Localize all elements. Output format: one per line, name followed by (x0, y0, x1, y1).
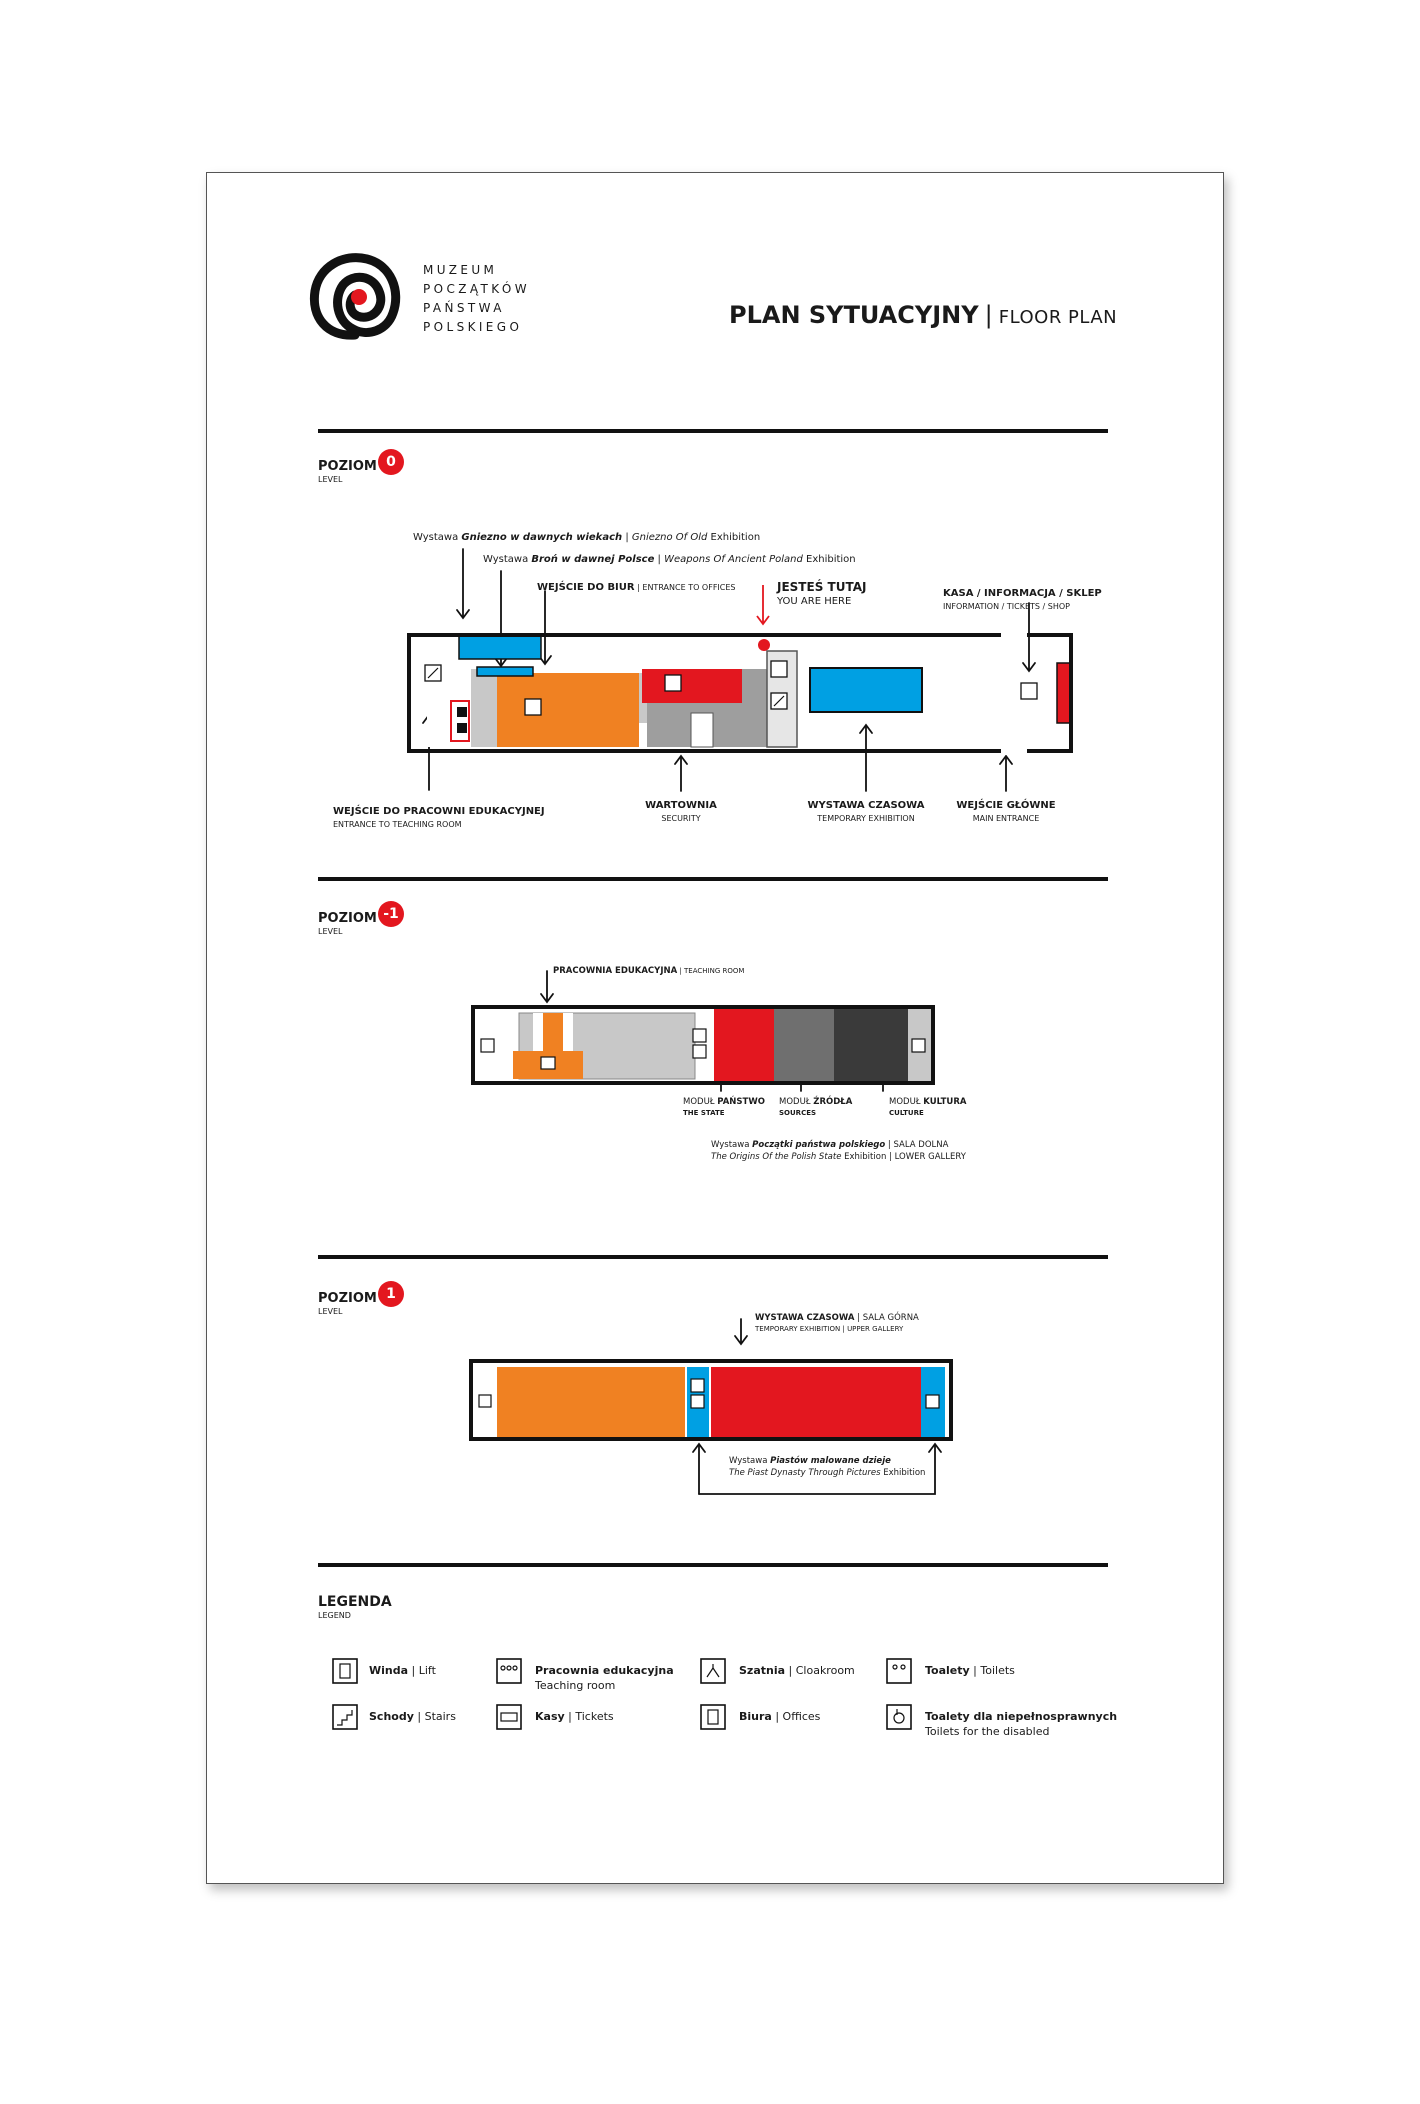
label-part: KASA / INFORMACJA / SKLEP (943, 588, 1102, 599)
legend-label: Biura (739, 1710, 772, 1723)
legend-title: LEGENDA (318, 1594, 392, 1610)
label-part: | (654, 554, 665, 565)
label-part: SOURCES (779, 1109, 817, 1117)
label-part: MODUŁ (683, 1097, 718, 1107)
label-part: MODUŁ (779, 1097, 814, 1107)
title-en: FLOOR PLAN (998, 307, 1118, 328)
level-sub: LEVEL (318, 1307, 343, 1316)
label-part: WYSTAWA CZASOWA (807, 800, 925, 811)
label-part: WARTOWNIA (645, 800, 717, 811)
level-number-badge: 0 (378, 449, 404, 475)
floor-plan-sheet (206, 172, 1224, 1884)
legend-item-cloakroom (739, 1663, 855, 1678)
label-part: Wystawa (483, 554, 532, 565)
label-part: KULTURA (923, 1097, 967, 1107)
level-label: POZIOM (318, 911, 377, 926)
level-sub: LEVEL (318, 475, 343, 484)
label-part: Piastów malowane dzieje (770, 1456, 891, 1466)
legend-item-teaching (535, 1663, 674, 1693)
offices-icon (701, 1705, 725, 1729)
disabled-toilets-icon (887, 1705, 911, 1729)
legend-label: Toalety (925, 1664, 970, 1677)
label-part: Broń w dawnej Polsce (531, 554, 655, 565)
label-part: Exhibition (880, 1468, 926, 1478)
label-part: ENTRANCE TO TEACHING ROOM (333, 820, 462, 829)
label-part: Gniezno w dawnych wiekach (461, 532, 623, 543)
stairs-icon (333, 1705, 357, 1729)
level-label: POZIOM (318, 1291, 377, 1306)
title-main: PLAN SYTUACYJNY (729, 301, 979, 329)
label-part: Exhibition (707, 532, 761, 543)
label-part: Gniezno Of Old (631, 532, 708, 543)
label-part: Exhibition | LOWER GALLERY (841, 1152, 966, 1162)
label-part: | SALA GÓRNA (854, 1313, 919, 1323)
logo-line: MUZEUM (423, 263, 498, 277)
legend-item-lift (369, 1663, 436, 1678)
legend-item-disabled-toilets (925, 1709, 1117, 1739)
legend-label: | Tickets (564, 1710, 614, 1723)
legend-item-tickets (535, 1709, 614, 1724)
label-part: YOU ARE HERE (777, 596, 852, 607)
label-part: The Origins Of the Polish State (711, 1152, 842, 1162)
legend-label: Teaching room (535, 1679, 616, 1692)
legend-label: | Cloakroom (785, 1664, 855, 1677)
cloakroom-icon (701, 1659, 725, 1683)
teaching-room-icon (497, 1659, 521, 1683)
legend-label: Schody (369, 1710, 414, 1723)
legend-item-offices (739, 1709, 820, 1724)
logo-line: POLSKIEGO (423, 320, 523, 334)
label-part: Wystawa (711, 1140, 753, 1150)
toilets-icon (887, 1659, 911, 1683)
label-part: | ENTRANCE TO OFFICES (634, 583, 736, 592)
legend-label: Kasy (535, 1710, 565, 1723)
label-part: MODUŁ (889, 1097, 924, 1107)
legend-label: Toilets for the disabled (925, 1725, 1050, 1738)
label-part: TEMPORARY EXHIBITION (817, 814, 915, 823)
level-sub: LEVEL (318, 927, 343, 936)
label-part: | (622, 532, 632, 543)
label-part: Weapons Of Ancient Poland (664, 554, 803, 565)
label-part: The Piast Dynasty Through Pictures (729, 1468, 881, 1478)
label-part: PRACOWNIA EDUKACYJNA (553, 966, 678, 976)
legend-label: Toalety dla niepełnosprawnych (925, 1710, 1118, 1723)
label-part: Wystawa (413, 532, 462, 543)
label-part: MAIN ENTRANCE (972, 814, 1040, 823)
label-part: | TEACHING ROOM (677, 967, 745, 975)
label-part: THE STATE (683, 1109, 725, 1117)
legend-label: | Offices (771, 1710, 821, 1723)
label-part: JESTEŚ TUTAJ (777, 580, 867, 594)
legend-label: | Toilets (969, 1664, 1015, 1677)
legend-label: Szatnia (739, 1664, 786, 1677)
label-part: Exhibition (802, 554, 856, 565)
label-part: PAŃSTWO (717, 1097, 765, 1107)
legend-item-toilets (925, 1663, 1015, 1678)
logo-line: POCZĄTKÓW (423, 282, 531, 296)
legend-icons (207, 173, 1223, 1773)
label-part: | SALA DOLNA (885, 1140, 949, 1150)
level-number-badge: 1 (378, 1281, 404, 1307)
label-part: SECURITY (661, 814, 701, 823)
level-number-badge: -1 (378, 901, 404, 927)
level-label: POZIOM (318, 459, 377, 474)
label-part: TEMPORARY EXHIBITION | UPPER GALLERY (755, 1325, 904, 1333)
label-part: WEJŚCIE GŁÓWNE (956, 800, 1056, 811)
label-part: CULTURE (889, 1109, 924, 1117)
label-part: ŹRÓDŁA (813, 1097, 853, 1107)
title-separator: | (984, 301, 993, 329)
label-part: Początki państwa polskiego (752, 1140, 886, 1150)
legend-sub: LEGEND (318, 1611, 351, 1620)
legend-label: | Stairs (413, 1710, 456, 1723)
label-part: Wystawa (729, 1456, 771, 1466)
legend-label: Pracownia edukacyjna (535, 1664, 674, 1677)
label-part: WEJŚCIE DO PRACOWNI EDUKACYJNEJ (333, 806, 545, 817)
legend-label: Winda (369, 1664, 409, 1677)
legend-label: | Lift (408, 1664, 436, 1677)
legend-item-stairs (369, 1709, 456, 1724)
lift-icon (333, 1659, 357, 1683)
logo-line: PAŃSTWA (423, 301, 505, 315)
label-part: WEJŚCIE DO BIUR (537, 582, 635, 593)
label-part: WYSTAWA CZASOWA (755, 1313, 855, 1323)
label-part: INFORMATION / TICKETS / SHOP (943, 602, 1070, 611)
